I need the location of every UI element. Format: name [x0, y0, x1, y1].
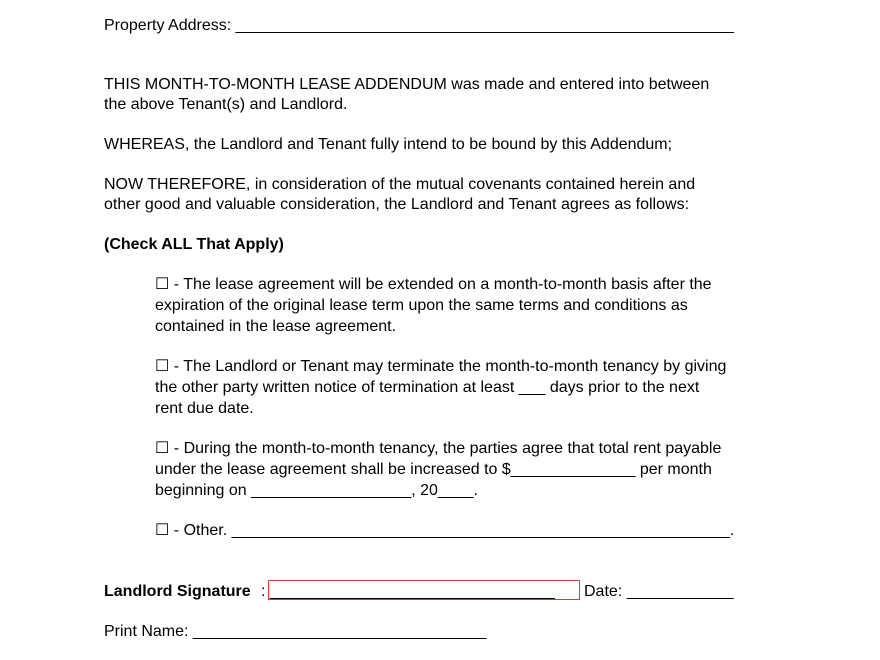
property-address-line: Property Address: ________________________________________________________	[104, 17, 734, 34]
now-therefore-line-1: NOW THEREFORE, in consideration of the mutual covenants contained herein and	[104, 176, 696, 193]
option-1-line-2: expiration of the original lease term upon the same terms and conditions as	[155, 297, 688, 314]
option-1-line-1: ☐ - The lease agreement will be extended on a month-to-month basis after the	[155, 276, 712, 293]
option-2-line-3: rent due date.	[155, 400, 254, 417]
option-2-line-2: the other party written notice of termination at least ___ days prior to the next	[155, 379, 700, 396]
print-name-line: Print Name: _________________________________	[104, 623, 487, 640]
now-therefore-line-2: other good and valuable consideration, the Landlord and Tenant agrees as follows:	[104, 196, 690, 213]
landlord-signature-colon: :	[261, 583, 266, 600]
option-3-line-3: beginning on __________________, 20____.	[155, 482, 478, 499]
option-3-line-2: under the lease agreement shall be increased to $______________ per month	[155, 461, 712, 478]
signature-date: Date: ____________	[584, 583, 734, 600]
whereas-line: WHEREAS, the Landlord and Tenant fully intend to be bound by this Addendum;	[104, 136, 673, 153]
intro-line-2: the above Tenant(s) and Landlord.	[104, 96, 348, 113]
check-all-heading: (Check ALL That Apply)	[104, 236, 284, 253]
intro-line-1: THIS MONTH-TO-MONTH LEASE ADDENDUM was made and entered into between	[104, 76, 710, 93]
landlord-signature-underline: ________________________________	[270, 583, 555, 600]
option-4-line-1: ☐ - Other. ________________________________________________________.	[155, 522, 735, 539]
landlord-signature-label: Landlord Signature	[104, 583, 251, 600]
option-1-line-3: contained in the lease agreement.	[155, 318, 397, 335]
landlord-signature-field[interactable]	[268, 580, 580, 600]
option-3-line-1: ☐ - During the month-to-month tenancy, the parties agree that total rent payable	[155, 440, 722, 457]
option-2-line-1: ☐ - The Landlord or Tenant may terminate the month-to-month tenancy by giving	[155, 358, 727, 375]
